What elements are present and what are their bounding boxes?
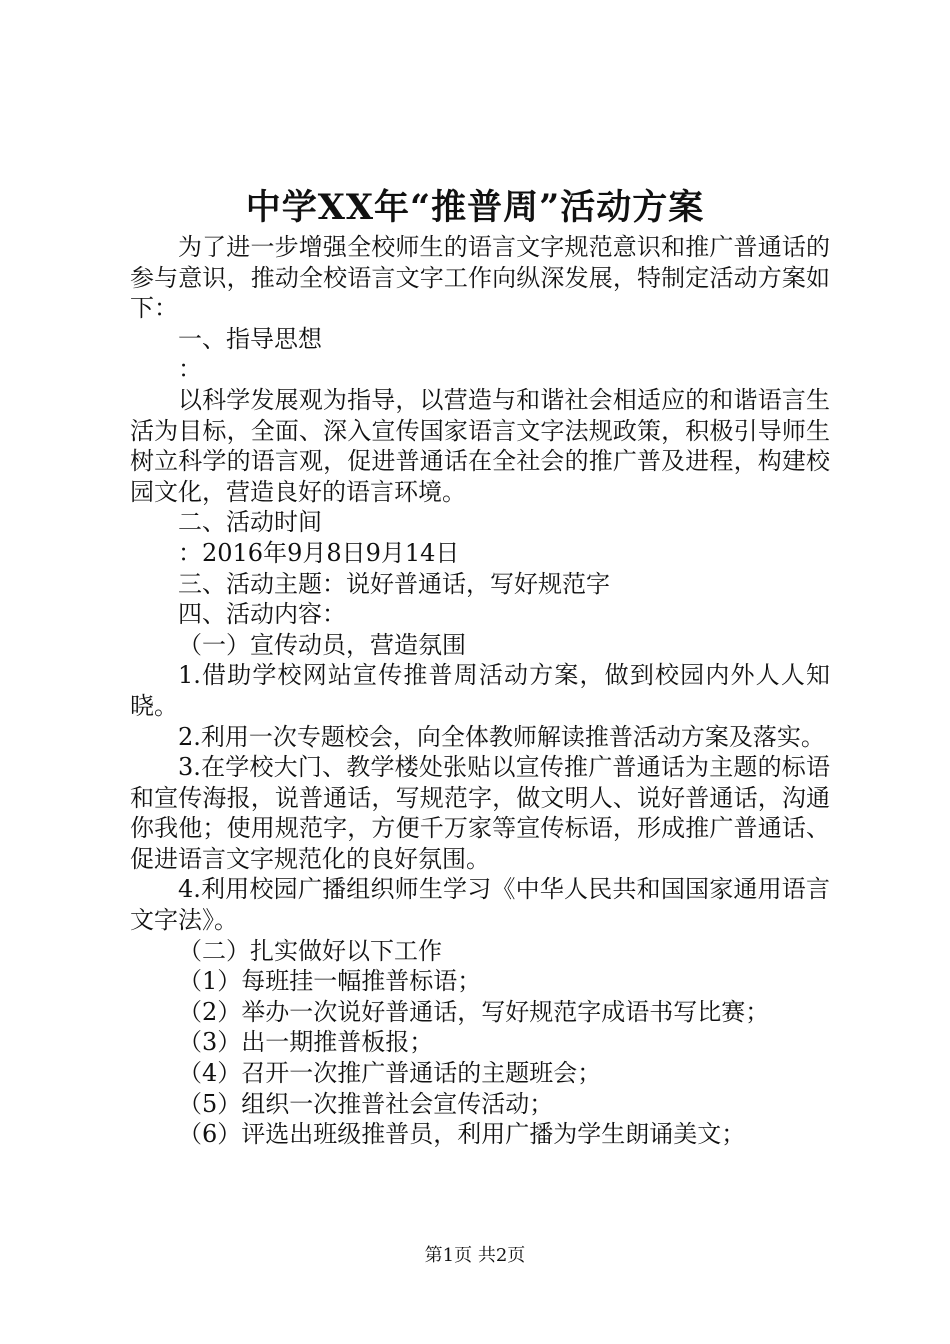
body-paragraph: 二、活动时间: [178, 508, 322, 537]
body-paragraph: （1）每班挂一幅推普标语；: [178, 967, 482, 996]
body-paragraph: 三、活动主题：说好普通话，写好规范字: [178, 569, 610, 598]
body-paragraph: 一、指导思想: [178, 324, 322, 353]
body-paragraph: （2）举办一次说好普通话，写好规范字成语书写比赛；: [178, 997, 770, 1026]
body-paragraph: （二）扎实做好以下工作: [178, 936, 442, 965]
document-body: [130, 232, 830, 1150]
document-title: 中学XX年“推普周”活动方案: [245, 187, 705, 228]
body-paragraph: （3）出一期推普板报；: [178, 1028, 434, 1057]
body-paragraph: 3.在学校大门、教学楼处张贴以宣传推广普通话为主题的标语和宣传海报，说普通话，写规范字，做文明人、说好普通话，沟通你我他；使用规范字，方便千万家等宣传标语，形成推广普通话、促进语言文字规范化的良好氛围。: [130, 753, 830, 873]
body-paragraph: （6）评选出班级推普员，利用广播为学生朗诵美文；: [178, 1120, 746, 1149]
body-paragraph: （4）召开一次推广普通话的主题班会；: [178, 1059, 602, 1088]
body-paragraph: ：: [178, 355, 202, 384]
body-paragraph: 4.利用校园广播组织师生学习《中华人民共和国国家通用语言文字法》。: [130, 875, 830, 935]
body-paragraph: （一）宣传动员，营造氛围: [178, 630, 466, 659]
body-paragraph: 四、活动内容：: [178, 600, 346, 629]
body-paragraph: 2.利用一次专题校会，向全体教师解读推普活动方案及落实。: [178, 722, 825, 751]
body-paragraph: ：2016年9月8日9月14日: [178, 538, 460, 567]
body-paragraph: 以科学发展观为指导，以营造与和谐社会相适应的和谐语言生活为目标，全面、深入宣传国家语言文字法规政策，积极引导师生树立科学的语言观，促进普通话在全社会的推广普及进程，构建校园文化，营造良好的语言环境。: [130, 385, 830, 506]
page-number-footer: 第1页 共2页: [424, 1245, 526, 1266]
body-paragraph: （5）组织一次推普社会宣传活动；: [178, 1089, 554, 1118]
body-paragraph: 为了进一步增强全校师生的语言文字规范意识和推广普通话的参与意识，推动全校语言文字工作向纵深发展，特制定活动方案如下：: [130, 233, 830, 323]
body-paragraph: 1.借助学校网站宣传推普周活动方案，做到校园内外人人知晓。: [130, 661, 830, 720]
